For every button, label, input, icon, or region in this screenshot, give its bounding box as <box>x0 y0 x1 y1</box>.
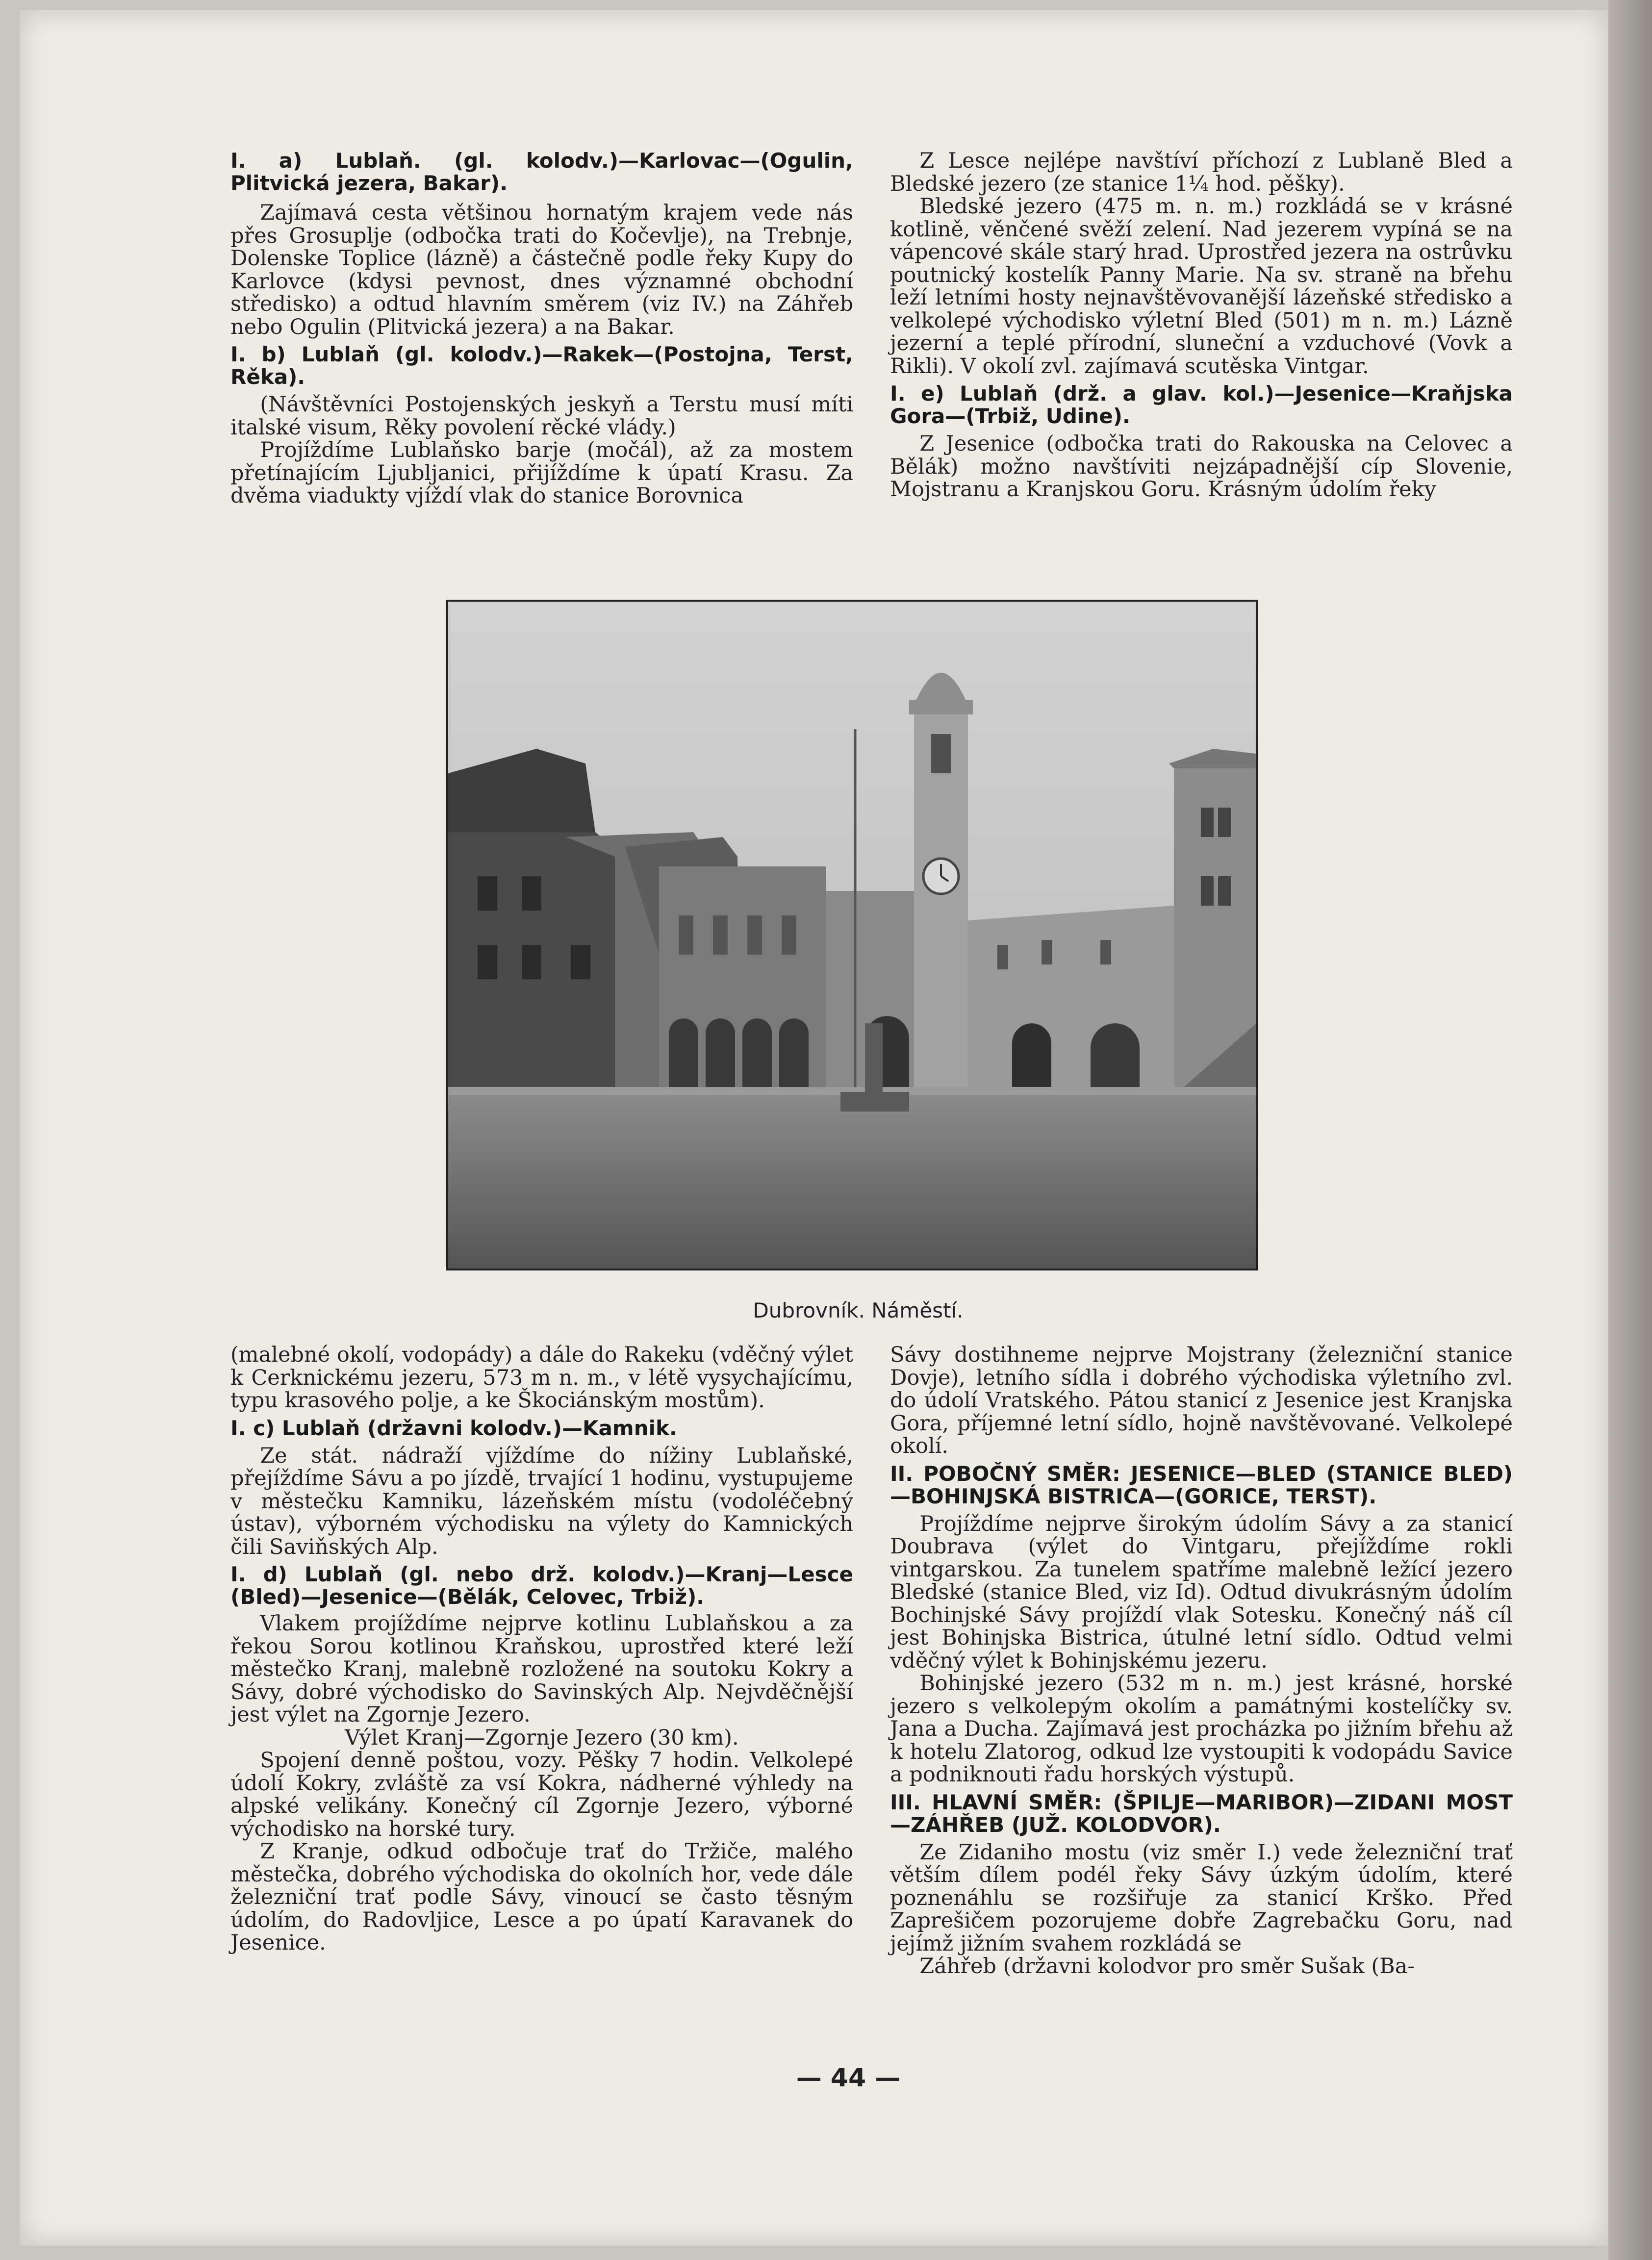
paragraph: Ze stát. nádraží vjíždíme do nížiny Lublaňské, přejíždíme Sávu a po jízdě, trvající 1 hodinu, vystupujeme v městečku Kamniku, lázeňském místu (vodoléčebný ústav), výborném východisku na výlety do Kamnických čili Saviňských Alp. <box>230 1443 853 1559</box>
column-left-bottom <box>230 1344 853 1955</box>
page-number: — 44 — <box>796 2063 901 2093</box>
heading-1a: I. a) Lublaň. (gl. kolodv.)—Karlovac—(Ogulin, Plitvická jezera, Bakar). <box>230 149 853 195</box>
paragraph: Vlakem projíždíme nejprve kotlinu Lublaňskou a za řekou Sorou kotlinou Kraňskou, uprostřed které leží městečko Kranj, malebně rozložené na soutoku Kokry a Sávy, dobré východisko do Savinských Alp. Nejvděčnější jest výlet na Zgornje Jezero. <box>230 1611 853 1727</box>
paragraph: Spojení denně poštou, vozy. Pěšky 7 hodin. Velkolepé údolí Kokry, zvláště za vsí Kokra, nádherné výhledy na alpské velikány. Konečný cíl Zgornje Jezero, výborné východisko na horské tury. <box>230 1748 853 1841</box>
column-left-top <box>230 150 853 508</box>
paragraph: Zajímavá cesta většinou hornatým krajem vede nás přes Grosuplje (odbočka trati do Kočevlje), na Trebnje, Dolenske Toplice (lázně) a částečně podle řeky Kupy do Karlovce (kdysi pevnost, dnes významné obchodní středisko) a odtud hlavním směrem (viz IV.) na Záhřeb nebo Ogulin (Plitvická jezera) a na Bakar. <box>230 201 853 339</box>
paragraph: Bledské jezero (475 m. n. m.) rozkládá se v krásné kotlině, věnčené svěží zelení. Nad jezerem vypíná se na vápencové skále starý hrad. Uprostřed jezera na ostrůvku poutnický kostelík Panny Marie. Na sv. straně na břehu leží letními hosty nejnavštěvovanější lázeňské středisko a velkolepé východisko výletní Bled (501) m n. m.) Lázně jezerní a teplé přírodní, sluneční a vzduchové (Vovk a Rikli). V okolí zvl. zajímavá scutěska Vintgar. <box>890 194 1513 379</box>
paragraph: Záhřeb (državni kolodvor pro směr Sušak (Ba- <box>919 1954 1415 1979</box>
paragraph: Ze Zidaniho mostu (viz směr I.) vede železniční trať větším dílem podél řeky Sávy úzkým údolím, které poznenáhlu se rozšiřuje za stanicí Krško. Před Zaprešičem pozorujeme dobře Zagrebačku Goru, nad jejímž jižním svahem rozkládá se <box>890 1840 1513 1956</box>
column-right-bottom <box>890 1344 1513 1978</box>
photo-dubrovnik-square <box>446 600 1258 1270</box>
heading-1b: I. b) Lublaň (gl. kolodv.)—Rakek—(Postojna, Terst, Rěka). <box>230 342 853 389</box>
column-right-top <box>890 150 1513 501</box>
paragraph: Projíždíme nejprve širokým údolím Sávy a za stanicí Doubrava (výlet do Vintgaru, přejíždíme rokli vintgarskou. Za tunelem spatříme malebně ležící jezero Bledské (stanice Bled, viz Id). Odtud divukrásným údolím Bochinjské Sávy projíždí vlak Sotesku. Konečný náš cíl jest Bohinjska Bistrica, útulné letní sídlo. Odtud velmi vděčný výlet k Bohinjskému jezeru. <box>890 1511 1513 1673</box>
paragraph: Z Lesce nejlépe navštíví příchozí z Lublaně Bled a Bledské jezero (ze stanice 1¼ hod. pěšky). <box>890 149 1513 196</box>
heading-1e: I. e) Lublaň (drž. a glav. kol.)—Jesenice—Kraňjska Gora—(Trbiž, Udine). <box>890 381 1513 428</box>
heading-1d: I. d) Lublaň (gl. nebo drž. kolodv.)—Kranj—Lesce (Bled)—Jesenice—(Bělák, Celovec, Trbiž). <box>230 1562 853 1609</box>
page-edge <box>1608 0 1652 2260</box>
paragraph-trip-title: Výlet Kranj—Zgornje Jezero (30 km). <box>345 1725 739 1750</box>
heading-2: II. POBOČNÝ SMĚR: JESENICE—BLED (STANICE BLED)—BOHINJSKÁ BISTRICA—(GORICE, TERST). <box>890 1461 1513 1508</box>
paragraph: (malebné okolí, vodopády) a dále do Rakeku (vděčný výlet k Cerknickému jezeru, 573 m n. m., v létě vysychajícímu, typu krasového polje, a ke Škociánským mostům). <box>230 1343 853 1413</box>
paragraph: Z Jesenice (odbočka trati do Rakouska na Celovec a Bělák) možno navštíviti nejzápadnější cíp Slovenie, Mojstranu a Kranjskou Goru. Krásným údolím řeky <box>890 432 1513 502</box>
paragraph: Bohinjské jezero (532 m n. m.) jest krásné, horské jezero s velkolepým okolím a památnými kostelíčky sv. Jana a Ducha. Zajímavá jest procházka po jižním břehu až k hotelu Zlatorog, odkud lze vystoupiti k vodopádu Savice a podniknouti řadu horských výstupů. <box>890 1671 1513 1787</box>
paragraph: Sávy dostihneme nejprve Mojstrany (železniční stanice Dovje), letního sídla i dobrého východiska výletního zvl. do údolí Vratského. Pátou stanicí z Jesenice jest Kranjska Gora, příjemné letní sídlo, hojně navštěvované. Velkolepé okolí. <box>890 1343 1513 1458</box>
heading-3: III. HLAVNÍ SMĚR: (ŠPILJE—MARIBOR)—ZIDANI MOST—ZÁHŘEB (JUŽ. KOLODVOR). <box>890 1790 1513 1837</box>
photo-caption: Dubrovník. Náměstí. <box>753 1298 964 1322</box>
paragraph: (Návštěvníci Postojenských jeskyň a Terstu musí míti italské visum, Rěky povolení rěcké vlády.) <box>230 392 853 440</box>
paragraph: Z Kranje, odkud odbočuje trať do Tržiče, malého městečka, dobrého východiska do okolních hor, vede dále železniční trať podle Sávy, vinoucí se často těsným údolím, do Radovljice, Lesce a po úpatí Karavanek do Jesenice. <box>230 1839 853 1955</box>
paragraph: Projíždíme Lublaňsko barje (močál), až za mostem přetínajícím Ljubljanici, přijíždíme k úpatí Krasu. Za dvěma viadukty vjíždí vlak do stanice Borovnica <box>230 438 853 508</box>
heading-1c: I. c) Lublaň (državni kolodv.)—Kamnik. <box>230 1416 677 1440</box>
